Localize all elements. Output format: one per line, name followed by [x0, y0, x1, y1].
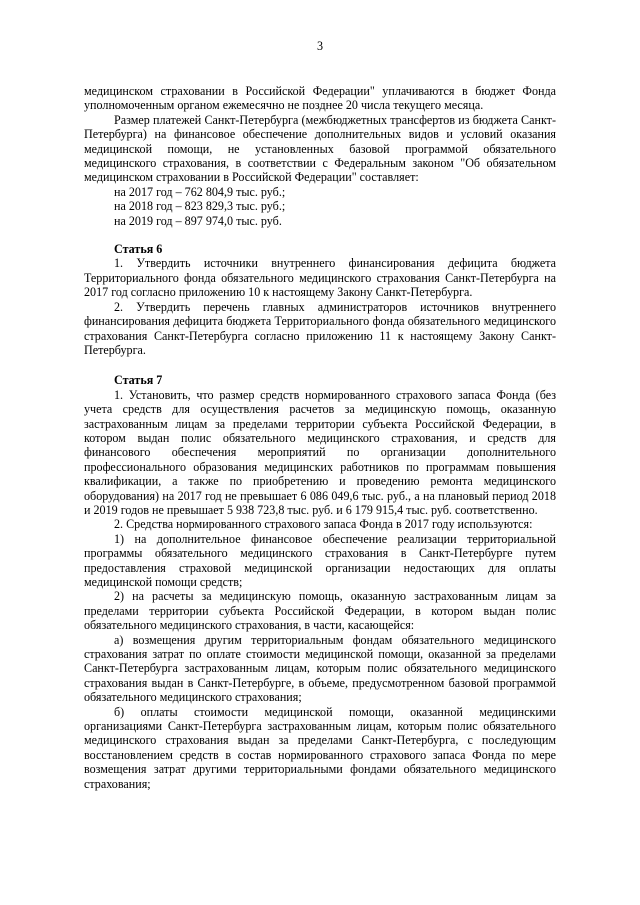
- amount-2019: на 2019 год – 897 974,0 тыс. руб.: [114, 213, 282, 228]
- article-6-item-1: 1. Утвердить источники внутреннего финансирования дефицита бюджета Территориального фонда обязательного медицинского страхования Санкт-Петербурга на 2017 год согласно приложению 10 к настоящему Закону Санкт-Петербурга.: [84, 256, 556, 300]
- amount-2017: на 2017 год – 762 804,9 тыс. руб.;: [114, 184, 286, 199]
- article-7-item-1: 1. Установить, что размер средств нормированного страхового запаса Фонда (без учета средств для осуществления расчетов за медицинскую помощь, оказанную застрахованным лицам за пределами территории субъекта Российской Федерации, в котором выдан полис обязательного медицинского страхования, и средств для финансового обеспечения мероприятий по организации дополнительного профессионального образования медицинских работников по программам повышения квалификации, а также по приобретению и проведению ремонта медицинского оборудования) на 2017 год не превышает 6 086 049,6 тыс. руб., а на плановый период 2018 и 2019 годов не превышает 5 938 723,8 тыс. руб. и 6 179 915,4 тыс. руб. соответственно.: [84, 387, 556, 517]
- page-number: 3: [316, 39, 324, 53]
- article-7-item-2: 2. Средства нормированного страхового запаса Фонда в 2017 году используются:: [114, 517, 533, 532]
- article-7-item-2-sub-2: 2) на расчеты за медицинскую помощь, оказанную застрахованным лицам за пределами территории субъекта Российской Федерации, в котором выдан полис обязательного медицинского страхования, в части, касающейся:: [84, 589, 556, 633]
- document-body: [84, 84, 556, 791]
- article-6-item-2: 2. Утвердить перечень главных администраторов источников внутреннего финансирования дефицита бюджета Территориального фонда обязательного медицинского страхования Санкт-Петербурга согласно приложению 11 к настоящему Закону Санкт-Петербурга.: [84, 299, 556, 357]
- amount-2018: на 2018 год – 823 829,3 тыс. руб.;: [114, 199, 286, 214]
- article-7-heading: Статья 7: [114, 373, 163, 388]
- article-6-heading: Статья 6: [114, 242, 163, 257]
- article-7-item-2-sub-2b: б) оплаты стоимости медицинской помощи, оказанной медицинскими организациями Санкт-Петербурга застрахованным лицам, которым полис обязательного медицинского страхования выдан за пределами Санкт-Петербурга, с последующим восстановлением средств в состав нормированного страхового запаса Фонда по мере возмещения затрат другими территориальными фондами обязательного медицинского страхования;: [84, 704, 556, 791]
- article-7-item-2-sub-2a: а) возмещения другим территориальным фондам обязательного медицинского страхования затрат по оплате стоимости медицинской помощи, оказанной за пределами Санкт-Петербурга застрахованным лицам, которым полис обязательного медицинского страхования выдан в Санкт-Петербурге, в объеме, предусмотренном базовой программой обязательного медицинского страхования;: [84, 632, 556, 705]
- article-7-item-2-sub-1: 1) на дополнительное финансовое обеспечение реализации территориальной программы обязательного медицинского страхования в Санкт-Петербурге путем предоставления страховой медицинской организации недостающих для оплаты медицинской помощи средств;: [84, 531, 556, 589]
- paragraph-continuation: медицинском страховании в Российской Федерации" уплачиваются в бюджет Фонда уполномоченным органом ежемесячно не позднее 20 числа текущего месяца.: [84, 84, 556, 113]
- paragraph-payments-size: Размер платежей Санкт-Петербурга (межбюджетных трансфертов из бюджета Санкт-Петербурга) на финансовое обеспечение дополнительных видов и условий оказания медицинской помощи, не установленных базовой программой обязательного медицинского страхования, в соответствии с Федеральным законом "Об обязательном медицинском страховании в Российской Федерации" составляет:: [84, 112, 556, 185]
